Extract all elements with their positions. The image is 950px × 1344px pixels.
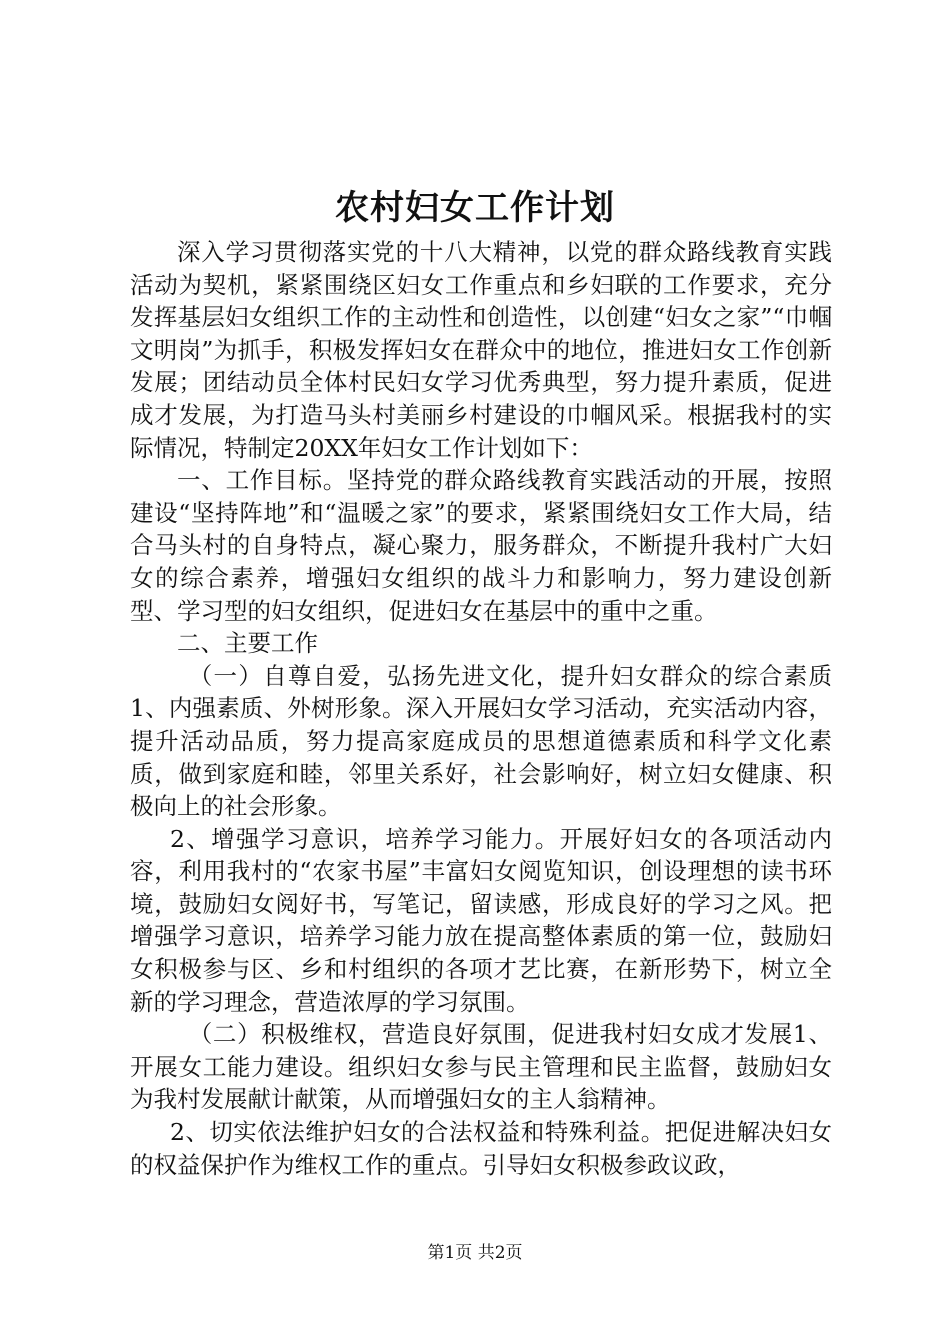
paragraph-learning: 2、增强学习意识，培养学习能力。开展好妇女的各项活动内容，利用我村的“农家书屋”丰富妇女阅览知识，创设理想的读书环境，鼓励妇女阅好书，写笔记，留读感，形成良好的学习之风。把增强学习意识，培养学习能力放在提高整体素质的第一位，鼓励妇女积极参与区、乡和村组织的各项才艺比赛，在新形势下，树立全新的学习理念，营造浓厚的学习氛围。 — [130, 824, 832, 1016]
paragraph-section-two: （二）积极维权，营造良好氛围，促进我村妇女成才发展1、开展女工能力建设。组织妇女参与民主管理和民主监督，鼓励妇女为我村发展献计献策，从而增强妇女的主人翁精神。 — [130, 1020, 832, 1114]
paragraph-main-work-heading: 二、主要工作 — [177, 629, 318, 658]
paragraph-intro: 深入学习贯彻落实党的十八大精神，以党的群众路线教育实践活动为契机，紧紧围绕区妇女工作重点和乡妇联的工作要求，充分发挥基层妇女组织工作的主动性和创造性，以创建“妇女之家”“巾帼文明岗”为抓手，积极发挥妇女在群众中的地位，推进妇女工作创新发展；团结动员全体村民妇女学习优秀典型，努力提升素质，促进成才发展，为打造马头村美丽乡村建设的巾帼风采。根据我村的实际情况，特制定20XX年妇女工作计划如下： — [130, 238, 832, 462]
paragraph-rights: 2、切实依法维护妇女的合法权益和特殊利益。把促进解决妇女的权益保护作为维权工作的重点。引导妇女积极参政议政， — [130, 1118, 832, 1179]
page-footer: 第1页 共2页 — [427, 1243, 523, 1263]
document-body — [130, 236, 832, 1181]
paragraph-section-one: （一）自尊自爱，弘扬先进文化，提升妇女群众的综合素质1、内强素质、外树形象。深入开展妇女学习活动，充实活动内容，提升活动品质，努力提高家庭成员的思想道德素质和科学文化素质，做到家庭和睦，邻里关系好，社会影响好，树立妇女健康、积极向上的社会形象。 — [130, 661, 832, 821]
paragraph-work-goal: 一、工作目标。坚持党的群众路线教育实践活动的开展，按照建设“坚持阵地”和“温暖之家”的要求，紧紧围绕妇女工作大局，结合马头村的自身特点，凝心聚力，服务群众，不断提升我村广大妇女的综合素养，增强妇女组织的战斗力和影响力，努力建设创新型、学习型的妇女组织，促进妇女在基层中的重中之重。 — [130, 466, 832, 625]
document-title: 农村妇女工作计划 — [335, 188, 615, 228]
